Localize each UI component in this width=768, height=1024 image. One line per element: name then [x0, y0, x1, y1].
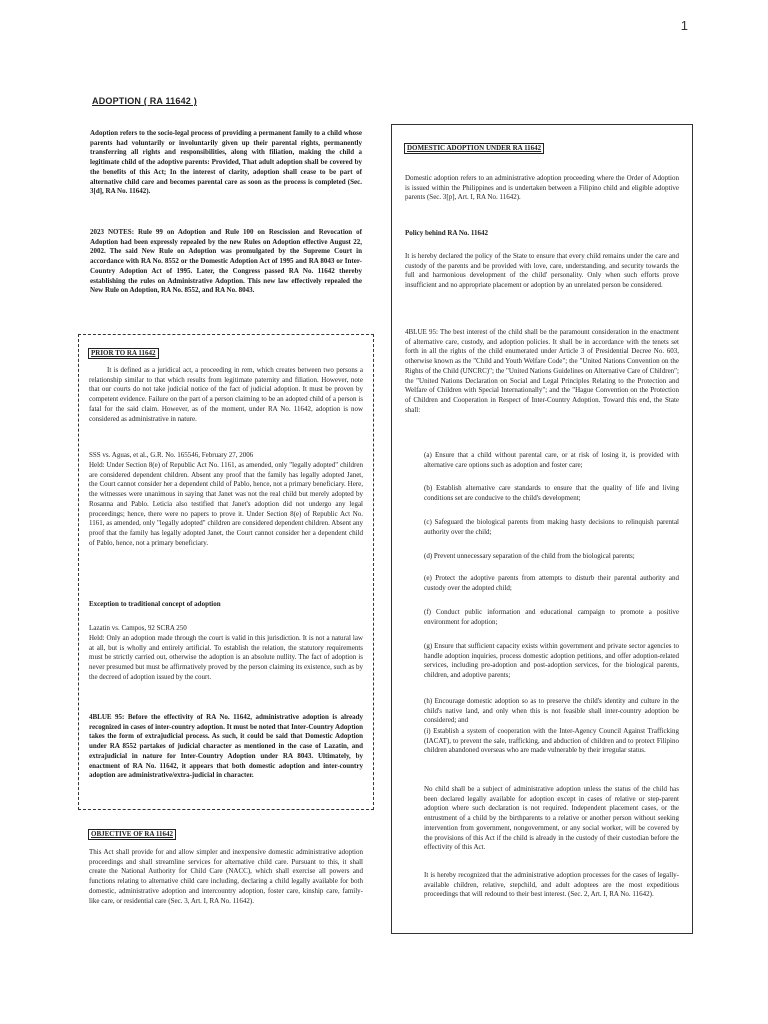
objective-heading-wrap — [88, 823, 176, 841]
held-lazatin: Held: Only an adoption made through the court is valid in this jurisdiction. It is not a natural law at all, but is wholly and entirely artificial. To establish the relation, the statutory requirements must be strictly carried out, otherwise the adoption is an absolute nullity. The fact of adoption is never presumed but must be affirmatively proved by the person claiming its existence, such as by the decreed of adoption issued by the court. — [89, 634, 363, 681]
policy-item-d: (d) Prevent unnecessary separation of the child from the biological parents; — [424, 552, 635, 560]
closing-paragraph-1: No child shall be a subject of administrative adoption unless the status of the child has been declared legally available for adoption except in cases of relative or step-parent adoption where such declaration is not required. Independent placement cases, or the entrustment of a child by the birthparents to a relative or another person without seeking intervention from government, nongovernment, or any social worker, will be covered by the provisions of this Act if the child is already in the custody of their custodian before the effectivity of this Act. — [424, 785, 679, 852]
policy-item-i: (i) Establish a system of cooperation with the Inter-Agency Council Against Trafficking (IACAT), to prevent the sale, trafficking, and abduction of children and to protect Filipino children abandoned overseas who are made vulnerable by their irregular status. — [424, 727, 679, 755]
policy-item-g: (g) Ensure that sufficient capacity exists within government and private sector agencies to handle adoption inquiries, process domestic adoption petitions, and offer adoption-related services, including pre-adoption and post-adoption services, for the biological parents, children, and adoptive parents; — [424, 642, 679, 680]
held-sss-aguas: Held: Under Section 8(e) of Republic Act No. 1161, as amended, only "legally adopted" children are considered dependent children. Absent any proof that the family has legally adopted Janet, the Court cannot consider her a dependent child of Pablo, hence, not a primary beneficiary. Here, the witnesses were unanimous in saying that Janet was not the real child but merely adopted by Rosanna and Pablo. Leticia also testified that Janet's adoption did not undergo any legal proceedings; hence, there were no papers to prove it. Under Section 8(e) of Republic Act No. 1161, as amended, only "legally adopted" children are considered dependent children. Absent any proof that the family has legally adopted Janet, the Court cannot consider her a dependent child of Pablo, hence, not a primary beneficiary. — [89, 461, 363, 547]
blue-note-left: 4BLUE 95: Before the effectivity of RA No. 11642, administrative adoption is already recognized in cases of inter-country adoption. It must be noted that Inter-Country Adoption takes the form of extrajudicial process. As such, it could be said that Domestic Adoption under RA 8552 partakes of judicial character as mentioned in the case of Lazatin, and extrajudicial in nature for Inter-Country Adoption under RA 8043. Ultimately, by enactment of RA No. 11642, it appears that both domestic adoption and inter-country adoption are administrative/extra-judicial in character. — [89, 713, 363, 780]
page-number: 1 — [680, 18, 688, 33]
objective-heading: OBJECTIVE OF RA 11642 — [88, 829, 176, 840]
exception-heading: Exception to traditional concept of adoption — [89, 600, 221, 608]
policy-item-e: (e) Protect the adoptive parents from attempts to disturb their parental authority and custody over the adopted child; — [424, 574, 679, 592]
prior-heading: PRIOR TO RA 11642 — [88, 348, 159, 359]
objective-text: This Act shall provide for and allow simpler and inexpensive domestic administrative adoption proceedings and shall streamline services for alternative child care. Pursuant to this, it shall create the National Authority for Child Care (NACC), which shall exercise all powers and functions relating to alternative child care including, declaring a child legally available for both domestic, administrative adoption and intercountry adoption, foster care, kinship care, family-like care, or residential care (Sec. 3, Art. I, RA No. 11642). — [89, 848, 363, 905]
policy-item-h: (h) Encourage domestic adoption so as to preserve the child's identity and culture in the child's native land, and only when this is not feasible shall inter-country adoption be considered; and — [424, 697, 679, 725]
document-title: ADOPTION ( RA 11642 ) — [92, 96, 197, 106]
policy-item-a: (a) Ensure that a child without parental care, or at risk of losing it, is provided with alternative care options such as adoption and foster care; — [424, 451, 679, 469]
prior-definition: It is defined as a juridical act, a proceeding in rem, which creates between two persons a relationship similar to that which results from legitimate paternity and filiation. However, note that our courts do not take judicial notice of the fact of judicial adoption. It must be proven by competent evidence. Failure on the part of a person claiming to be an adopted child of a person is fatal for the said claim. However, as of the moment, under RA No. 11642, adoption is now considered as administrative in nature. — [89, 366, 363, 423]
case-sss-aguas: SSS vs. Aguas, et al., G.R. No. 165546, February 27, 2006 — [89, 451, 254, 459]
prior-heading-wrap — [88, 342, 159, 360]
blue-note-right: 4BLUE 95: The best interest of the child shall be the paramount consideration in the enactment of alternative care, custody, and adoption policies. It shall be in accordance with the tenets set forth in all the rights of the child enumerated under Article 3 of Presidential Decree No. 603, otherwise known as the "Child and Youth Welfare Code"; the "United Nations Convention on the Rights of the Child (UNCRC)"; the "United Nations Guidelines on Alternative Care of Children"; the "United Nations Declaration on Social and Legal Principles Relating to the Protection and Welfare of Children with Special Internationally"; and the "Hague Convention on the Protection of Children and Cooperation in Respect of Inter-Country Adoption. Toward this end, the State shall: — [405, 328, 679, 414]
domestic-definition: Domestic adoption refers to an administrative adoption proceeding where the Order of Adoption is issued within the Philippines and is undertaken between a Filipino child and eligible adoptive parents (Sec. 3[p], Art. I, RA No. 11642). — [405, 174, 679, 202]
policy-text: It is hereby declared the policy of the State to ensure that every child remains under the care and custody of the parents and be provided with love, care, understanding, and security towards the full and harmonious development of the child' personality. Only when such efforts prove insufficient and no appropriate placement or adoption by an unrelated person be considered. — [405, 252, 679, 290]
policy-heading: Policy behind RA No. 11642 — [405, 229, 489, 237]
domestic-heading-wrap — [404, 137, 544, 155]
policy-item-b: (b) Establish alternative care standards to ensure that the quality of life and living conditions set are conducive to the child's development; — [424, 484, 679, 502]
domestic-heading: DOMESTIC ADOPTION UNDER RA 11642 — [404, 143, 544, 154]
intro-paragraph: Adoption refers to the socio-legal process of providing a permanent family to a child whose parents had voluntarily or involuntarily given up their parental rights, permanently transferring all rights and responsibilities, along with filiation, making the child a legitimate child of the adoptive parents: Provided, That adult adoption shall be covered by the benefits of this Act; In the interest of clarity, adoption shall cease to be part of alternative child care and becomes parental care as soon as the process is completed (Sec. 3[d], RA No. 11642). — [90, 129, 362, 196]
closing-paragraph-2: It is hereby recognized that the administrative adoption processes for the cases of legally-available children, relative, stepchild, and adult adoptees are the most expeditious proceedings that will redound to their best interest. (Sec. 2, Art. I, RA No. 11642). — [424, 871, 679, 899]
notes-2023-paragraph: 2023 NOTES: Rule 99 on Adoption and Rule 100 on Rescission and Revocation of Adoption had been expressly repealed by the new Rules on Adoption effective August 22, 2002. The said New Rule on Adoption was promulgated by the Supreme Court in accordance with RA No. 8552 or the Domestic Adoption Act of 1995 and RA 8043 or Inter-Country Adoption Act of 1995. Later, the Congress passed RA No. 11642 thereby establishing the rules on Administrative Adoption. This new law effectively repealed the New Rule on Adoption, RA No. 8552, and RA No. 8043. — [90, 228, 362, 295]
case-lazatin: Lazatin vs. Campos, 92 SCRA 250 — [89, 624, 187, 632]
policy-item-c: (c) Safeguard the biological parents from making hasty decisions to relinquish parental authority over the child; — [424, 518, 679, 536]
policy-item-f: (f) Conduct public information and educational campaign to promote a positive environment for adoption; — [424, 608, 679, 626]
